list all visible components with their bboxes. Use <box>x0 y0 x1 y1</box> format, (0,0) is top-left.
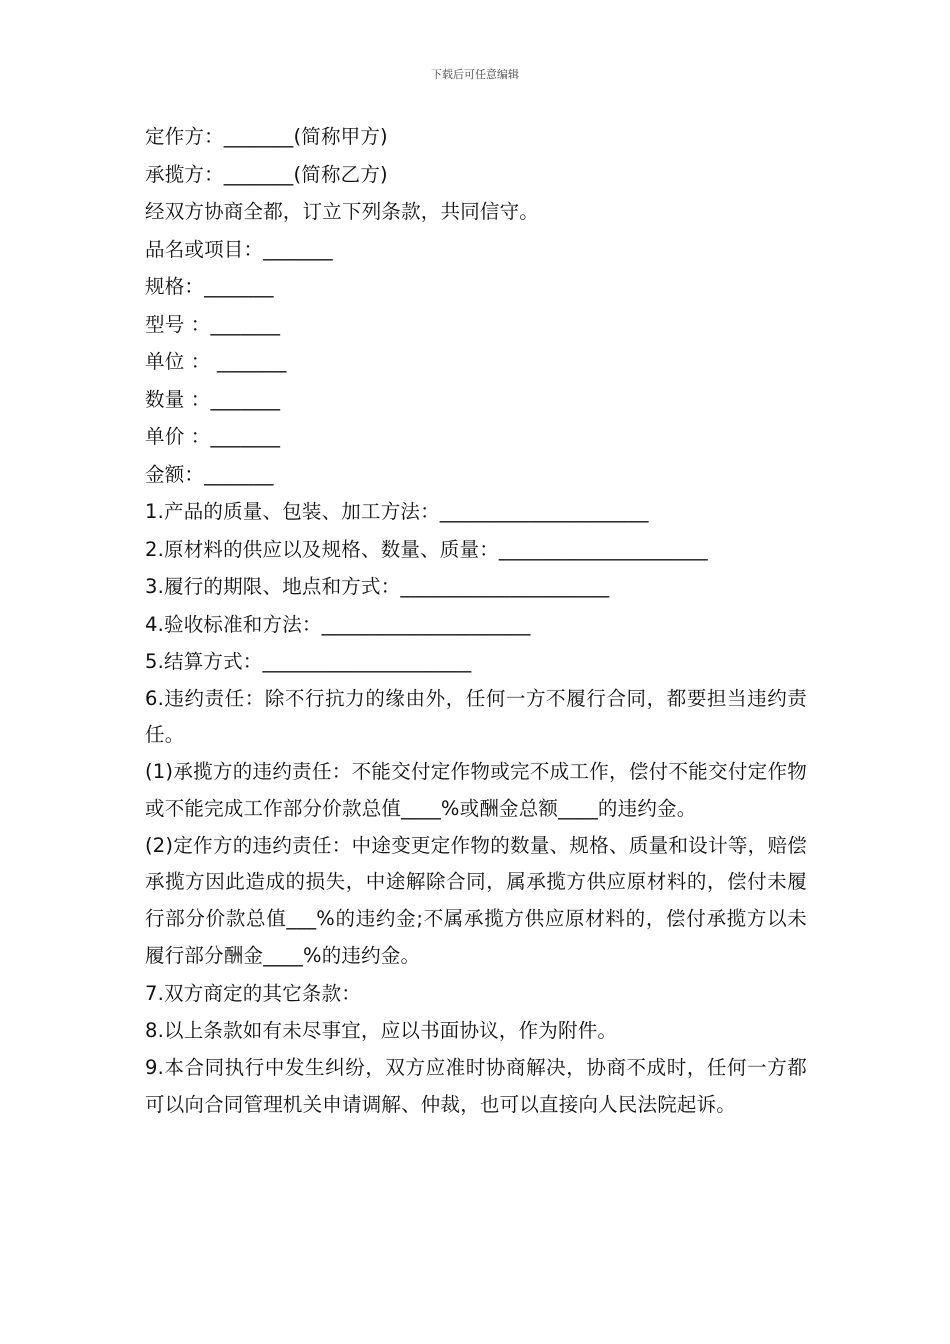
agreement-statement: 经双方协商全都，订立下列条款，共同信守。 <box>145 200 540 223</box>
field-item-name: 品名或项目：_______ <box>145 237 333 261</box>
field-ordering-party: 定作方：_______(简称甲方) <box>145 125 388 148</box>
contract-body <box>145 118 807 1123</box>
clause-4: 4.验收标准和方法：_____________________ <box>145 612 531 636</box>
clause-1: 1.产品的质量、包装、加工方法：_____________________ <box>145 500 649 523</box>
page-header: 下载后可任意编辑 <box>431 68 519 81</box>
clause-6-1: (1)承揽方的违约责任：不能交付定作物或完不成工作，偿付不能交付定作物或不能完成工作部分价款总值____%或酬金总额____的违约金。 <box>145 760 807 820</box>
clause-2: 2.原材料的供应以及规格、数量、质量：_____________________ <box>145 537 708 561</box>
clause-3: 3.履行的期限、地点和方式：_____________________ <box>145 575 610 598</box>
field-model: 型号 ：_______ <box>145 312 281 336</box>
clause-6-2: (2)定作方的违约责任：中途变更定作物的数量、规格、质量和设计等，赔偿承揽方因此造成的损失，中途解除合同，属承揽方供应原材料的，偿付未履行部分价款总值___%的违约金;不属承揽方供应原材料的，偿付承揽方以未履行部分酬金____%的违约金。 <box>145 833 807 968</box>
field-spec: 规格：_______ <box>145 275 274 298</box>
clause-6: 6.违约责任：除不行抗力的缘由外，任何一方不履行合同，都要担当违约责任。 <box>145 686 807 747</box>
clause-7: 7.双方商定的其它条款： <box>145 981 362 1005</box>
field-contractor: 承揽方：_______(简称乙方) <box>145 162 388 186</box>
clause-5: 5.结算方式：_____________________ <box>145 650 472 673</box>
field-unit: 单位 ： _______ <box>145 350 287 373</box>
clause-9: 9.本合同执行中发生纠纷，双方应准时协商解决，协商不成时，任何一方都可以向合同管理机关申请调解、仲裁，也可以直接向人民法院起诉。 <box>145 1055 807 1116</box>
field-amount: 金额：_______ <box>145 462 274 486</box>
field-unit-price: 单价 ：_______ <box>145 425 281 448</box>
clause-8: 8.以上条款如有未尽事宜，应以书面协议，作为附件。 <box>145 1019 618 1043</box>
field-quantity: 数量 ：_______ <box>145 387 281 411</box>
